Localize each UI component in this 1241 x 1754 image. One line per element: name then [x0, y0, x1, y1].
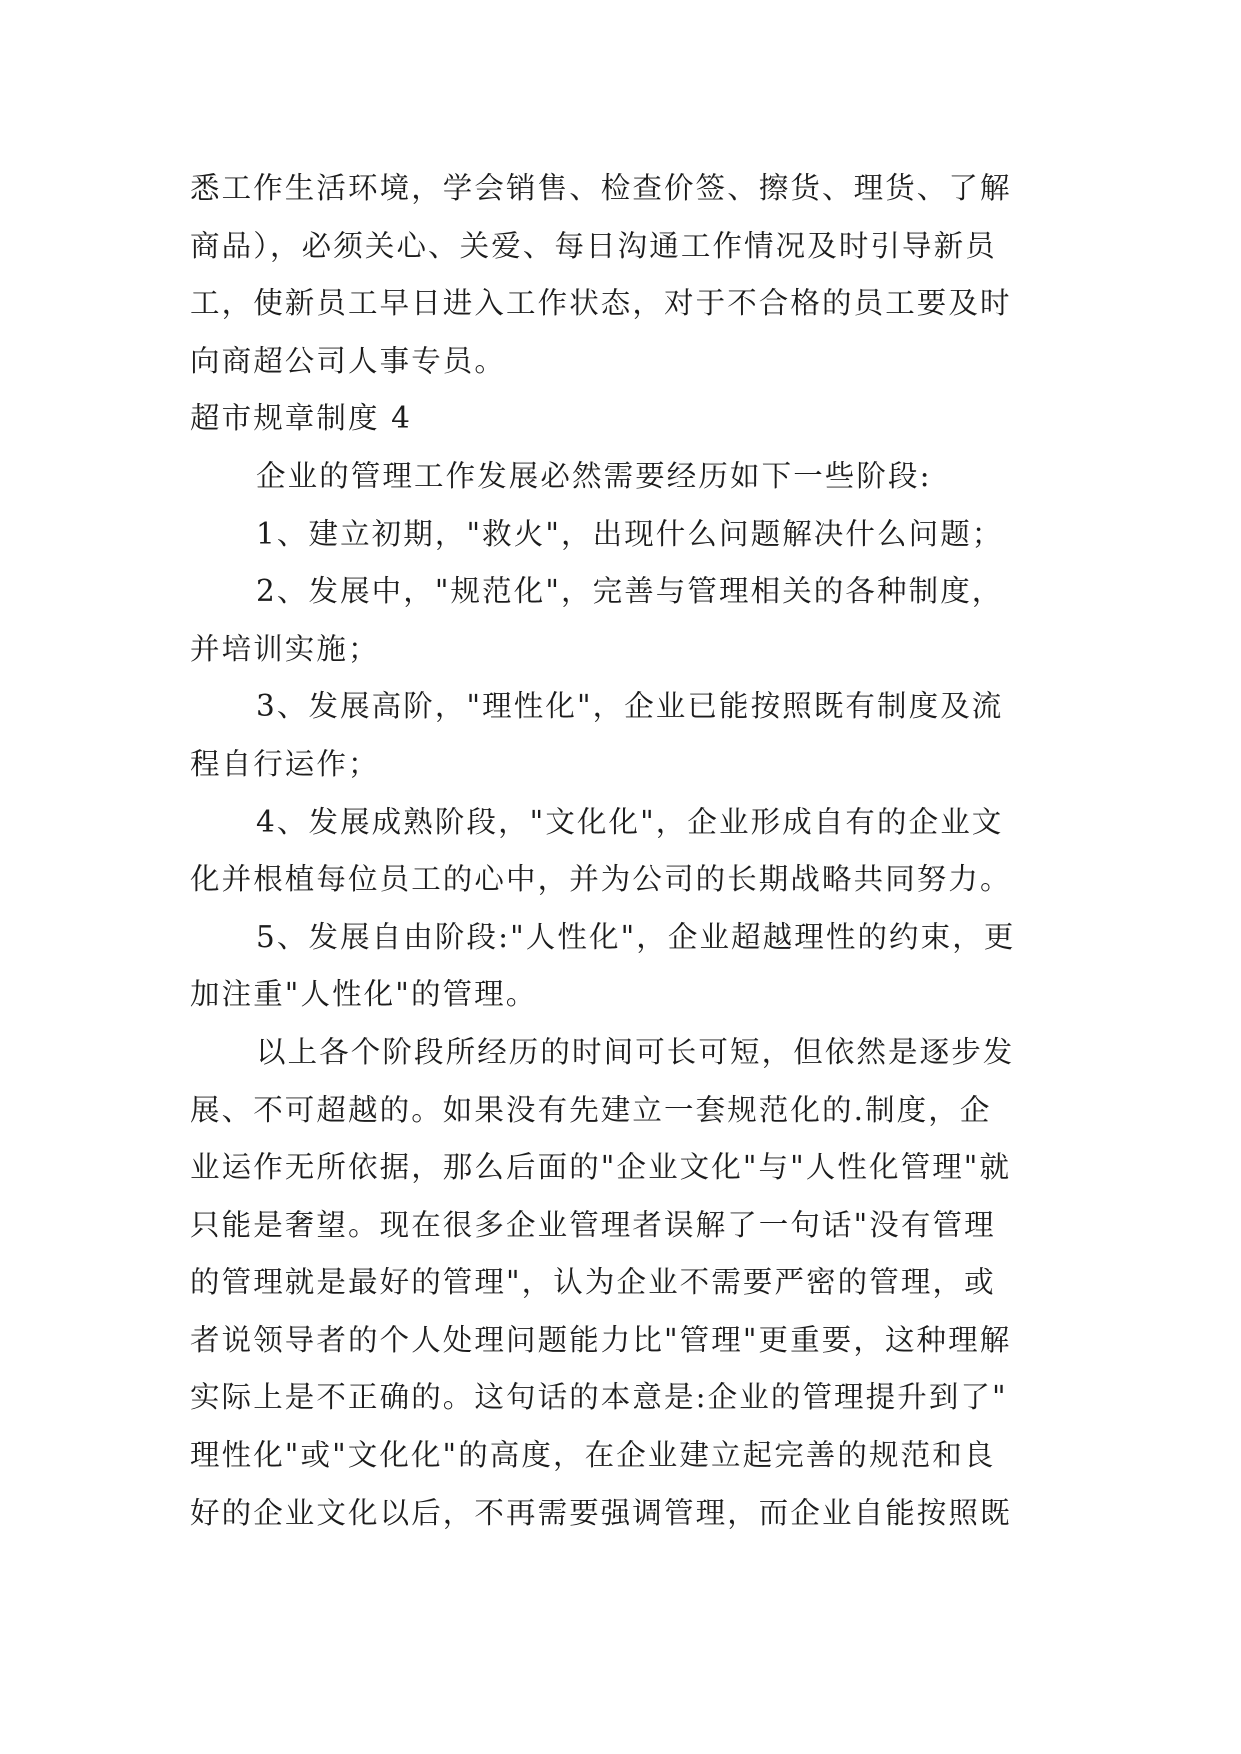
text-line: 工，使新员工早日进入工作状态，对于不合格的员工要及时 — [190, 286, 1012, 321]
text-line: 展、不可超越的。如果没有先建立一套规范化的.制度，企 — [190, 1092, 992, 1127]
text-line: 加注重"人性化"的管理。 — [190, 977, 538, 1012]
list-item: 5、发展自由阶段:"人性化"，企业超越理性的约束，更 — [256, 919, 1016, 954]
text-line: 企业的管理工作发展必然需要经历如下一些阶段: — [256, 458, 932, 493]
document-body — [190, 160, 1060, 1542]
section-heading: 超市规章制度 4 — [190, 401, 412, 436]
text-line: 者说领导者的个人处理问题能力比"管理"更重要，这种理解 — [190, 1322, 1012, 1357]
text-line: 的管理就是最好的管理"，认为企业不需要严密的管理，或 — [190, 1265, 996, 1300]
text-line: 并培训实施； — [190, 631, 380, 666]
text-line: 向商超公司人事专员。 — [190, 343, 507, 378]
list-item: 2、发展中，"规范化"，完善与管理相关的各种制度， — [256, 574, 1004, 609]
text-line: 只能是奢望。现在很多企业管理者误解了一句话"没有管理 — [190, 1207, 996, 1242]
text-line: 化并根植每位员工的心中，并为公司的长期战略共同努力。 — [190, 862, 1012, 897]
text-line: 以上各个阶段所经历的时间可长可短，但依然是逐步发 — [256, 1034, 1015, 1069]
list-item: 4、发展成熟阶段，"文化化"，企业形成自有的企业文 — [256, 804, 1004, 839]
list-item: 1、建立初期，"救火"，出现什么问题解决什么问题； — [256, 516, 1004, 551]
text-line: 业运作无所依据，那么后面的"企业文化"与"人性化管理"就 — [190, 1150, 1012, 1185]
text-line: 好的企业文化以后，不再需要强调管理，而企业自能按照既 — [190, 1495, 1012, 1530]
list-item: 3、发展高阶，"理性化"，企业已能按照既有制度及流 — [256, 689, 1004, 724]
text-line: 程自行运作； — [190, 746, 380, 781]
text-line: 实际上是不正确的。这句话的本意是:企业的管理提升到了" — [190, 1380, 1008, 1415]
text-line: 悉工作生活环境，学会销售、检查价签、擦货、理货、了解 — [190, 171, 1012, 205]
text-line: 理性化"或"文化化"的高度，在企业建立起完善的规范和良 — [190, 1438, 996, 1473]
text-line: 商品），必须关心、关爱、每日沟通工作情况及时引导新员 — [190, 228, 997, 263]
